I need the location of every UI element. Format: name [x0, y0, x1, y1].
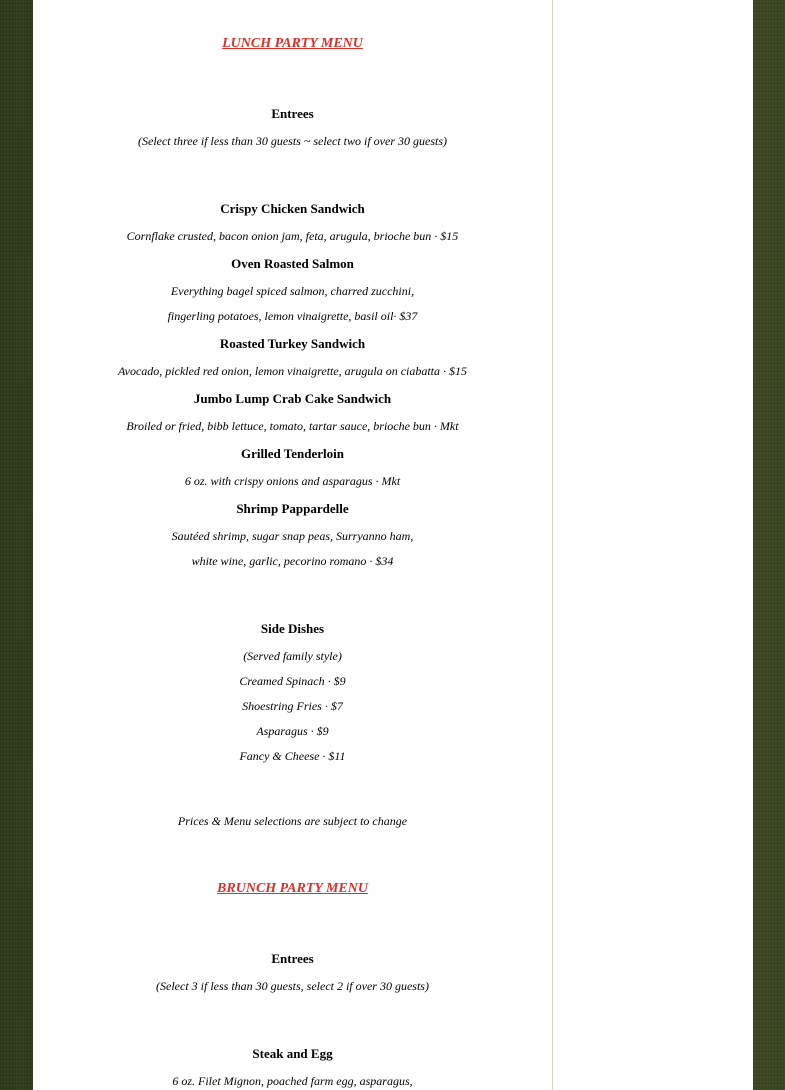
menu-item-desc: 6 oz. with crispy onions and asparagus · Mkt: [184, 474, 401, 488]
menu-item-name: Jumbo Lump Crab Cake Sandwich: [193, 391, 392, 406]
side-dish-item: Creamed Spinach · $9: [239, 674, 346, 688]
lunch-sides-heading: Side Dishes: [260, 621, 325, 636]
menu-item-desc: Avocado, pickled red onion, lemon vinaigrette, arugula on ciabatta · $15: [117, 364, 468, 378]
menu-item-desc: Sautéed shrimp, sugar snap peas, Surryanno ham,: [171, 529, 414, 543]
brunch-menu-title: BRUNCH PARTY MENU: [217, 881, 368, 896]
lunch-menu-title: LUNCH PARTY MENU: [222, 36, 363, 51]
menu-page: [33, 0, 753, 1090]
lunch-sides-note: (Served family style): [243, 649, 342, 663]
side-dish-item: Shoestring Fries · $7: [242, 699, 343, 713]
sidebar-column: [553, 0, 753, 1090]
menu-item-desc: Cornflake crusted, bacon onion jam, feta, arugula, brioche bun · $15: [126, 229, 459, 243]
menu-item-name: Crispy Chicken Sandwich: [220, 201, 365, 216]
price-disclaimer: Prices & Menu selections are subject to change: [177, 814, 408, 828]
brunch-entrees-heading: Entrees: [271, 951, 314, 966]
lunch-entrees-note: (Select three if less than 30 guests ~ select two if over 30 guests): [138, 134, 447, 148]
side-dish-item: Asparagus · $9: [256, 724, 329, 738]
menu-item-name: Roasted Turkey Sandwich: [219, 336, 366, 351]
menu-item-name: Oven Roasted Salmon: [231, 256, 354, 271]
menu-item-name: Grilled Tenderloin: [241, 446, 344, 461]
menu-item-desc: Broiled or fried, bibb lettuce, tomato, tartar sauce, brioche bun · Mkt: [126, 419, 459, 433]
menu-item-desc: fingerling potatoes, lemon vinaigrette, basil oil· $37: [167, 309, 418, 323]
menu-item-desc: white wine, garlic, pecorino romano · $34: [191, 554, 394, 568]
side-dish-item: Fancy & Cheese · $11: [239, 749, 346, 763]
lunch-entrees-heading: Entrees: [271, 106, 314, 121]
menu-content: [33, 0, 553, 1090]
menu-item-desc: Everything bagel spiced salmon, charred zucchini,: [170, 284, 415, 298]
menu-item-name: Shrimp Pappardelle: [236, 501, 349, 516]
menu-item-name: Steak and Egg: [252, 1046, 333, 1061]
brunch-entrees-note: (Select 3 if less than 30 guests, select 2 if over 30 guests): [156, 979, 429, 993]
menu-item-desc: 6 oz. Filet Mignon, poached farm egg, asparagus,: [172, 1074, 413, 1088]
